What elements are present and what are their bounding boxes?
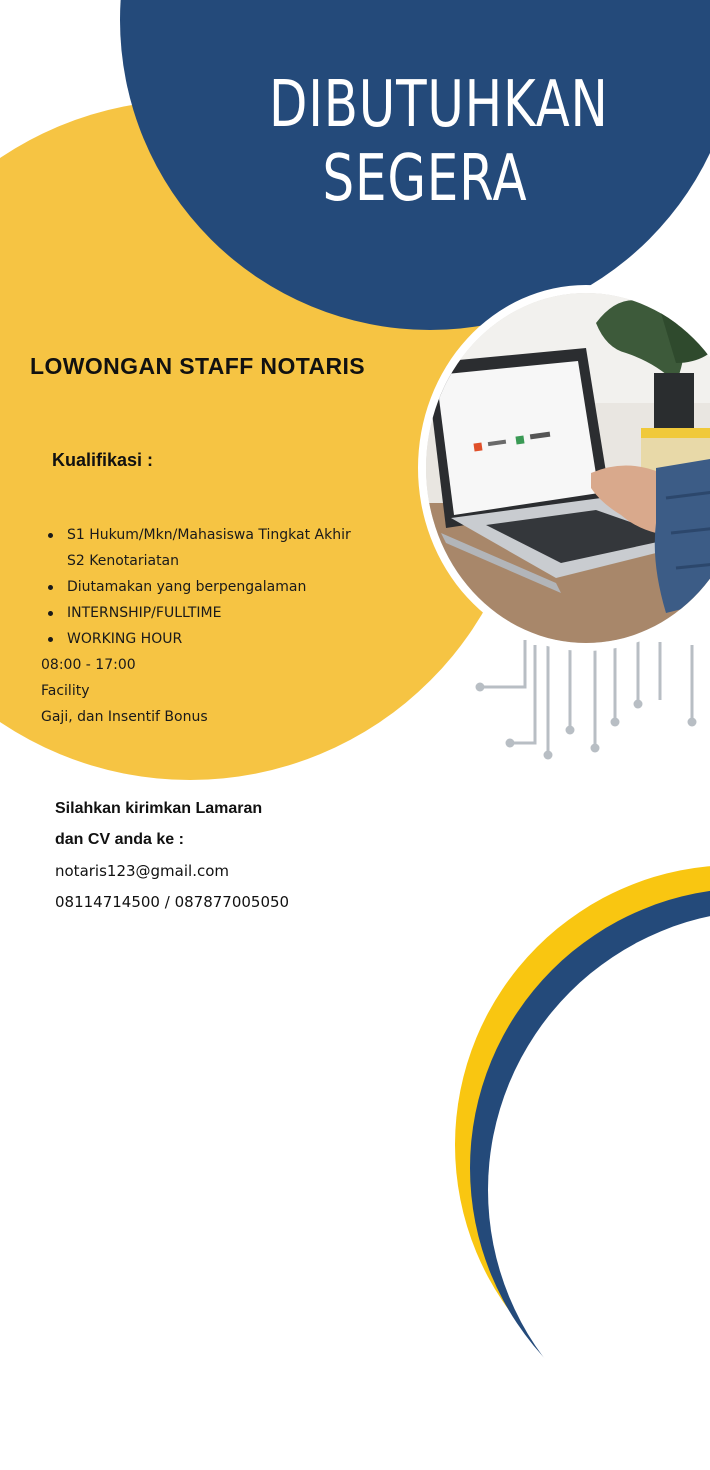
facility-label: Facility: [41, 683, 90, 699]
headline-line-2: SEGERA: [322, 142, 528, 216]
contact-heading: [55, 793, 262, 855]
job-title: LOWONGAN STAFF NOTARIS: [30, 353, 366, 379]
working-hours: 08:00 - 17:00: [41, 657, 136, 673]
headline-line-1: DIBUTUHKAN: [269, 68, 609, 142]
qualifications-list: [40, 522, 360, 730]
list-item: Diutamakan yang berpengalaman: [40, 574, 360, 600]
contact-email[interactable]: notaris123@gmail.com: [55, 862, 230, 880]
qualifications-heading: Kualifikasi :: [52, 450, 154, 470]
laptop-illustration: [426, 293, 710, 643]
list-item: INTERNSHIP/FULLTIME: [40, 600, 360, 626]
contact-heading-line-1: Silahkan kirimkan Lamaran: [55, 800, 263, 817]
contact-phone[interactable]: 08114714500 / 087877005050: [55, 893, 290, 911]
list-item: S1 Hukum/Mkn/Mahasiswa Tingkat Akhir S2 Kenotariatan: [40, 522, 360, 574]
list-item: WORKING HOUR: [40, 626, 360, 652]
facility-detail: Gaji, dan Insentif Bonus: [41, 709, 208, 725]
headline: [269, 68, 609, 216]
contact-heading-line-2: dan CV anda ke :: [55, 831, 184, 848]
